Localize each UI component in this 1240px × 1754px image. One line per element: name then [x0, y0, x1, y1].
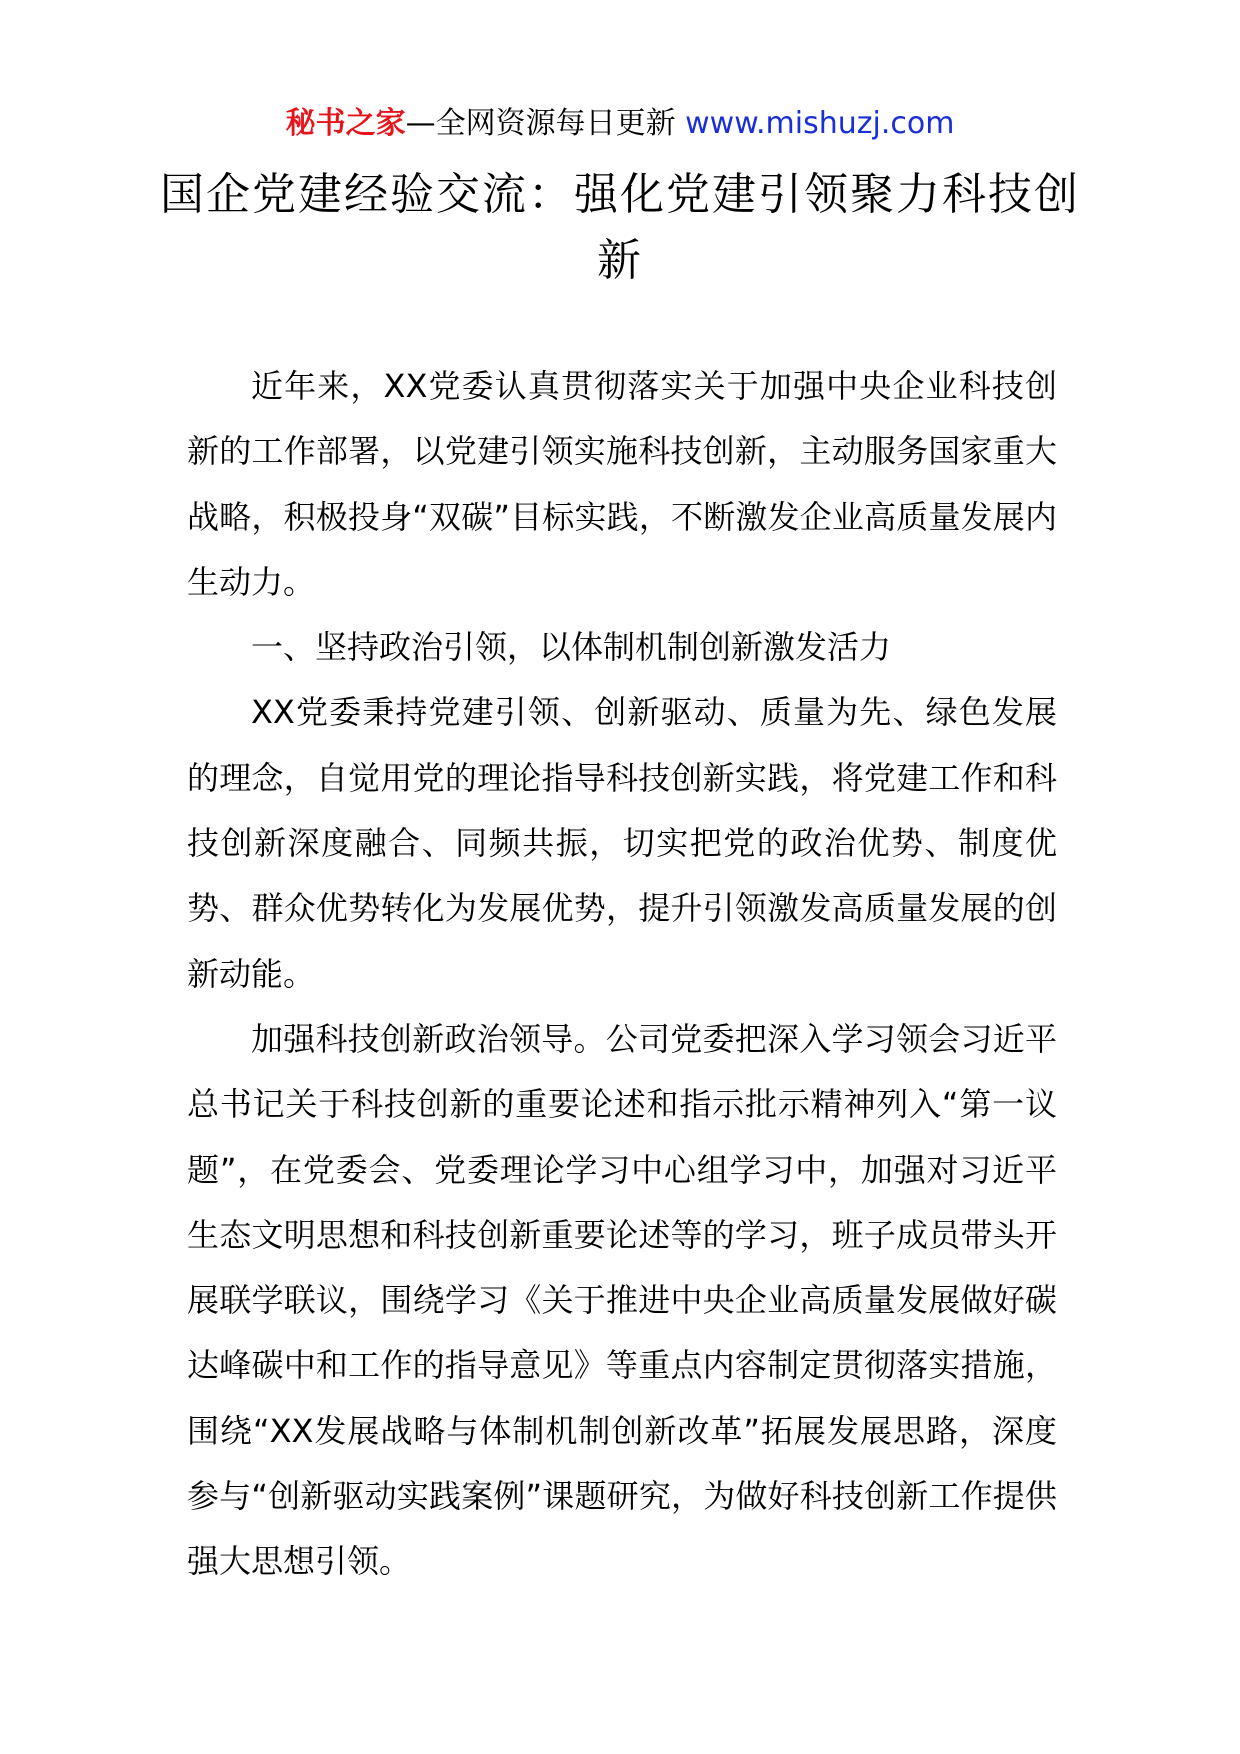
site-url[interactable]: www.mishuzj.com — [685, 106, 955, 141]
site-header — [0, 102, 1240, 146]
body-paragraph: XX党委秉持党建引领、创新驱动、质量为先、绿色发展的理念，自觉用党的理论指导科技创新实践，将党建工作和科技创新深度融合、同频共振，切实把党的政治优势、制度优势、群众优势转化为发展优势，提升引领激发高质量发展的创新动能。 — [187, 693, 1057, 993]
intro-paragraph: 近年来，XX党委认真贯彻落实关于加强中央企业科技创新的工作部署，以党建引领实施科技创新，主动服务国家重大战略，积极投身“双碳”目标实践，不断激发企业高质量发展内生动力。 — [187, 367, 1057, 601]
site-brand: 秘书之家 — [285, 106, 406, 141]
document-title: 国企党建经验交流：强化党建引领聚力科技创新 — [160, 169, 1080, 286]
document-body — [187, 354, 1057, 1595]
site-slogan: —全网资源每日更新 — [405, 106, 686, 141]
section-heading: 一、坚持政治引领，以体制机制创新激发活力 — [251, 628, 892, 667]
body-paragraph: 加强科技创新政治领导。公司党委把深入学习领会习近平总书记关于科技创新的重要论述和指示批示精神列入“第一议题”，在党委会、党委理论学习中心组学习中，加强对习近平生态文明思想和科技创新重要论述等的学习，班子成员带头开展联学联议，围绕学习《关于推进中央企业高质量发展做好碳达峰碳中和工作的指导意见》等重点内容制定贯彻落实措施，围绕“XX发展战略与体制机制创新改革”拓展发展思路，深度参与“创新驱动实践案例”课题研究，为做好科技创新工作提供强大思想引领。 — [187, 1019, 1057, 1581]
